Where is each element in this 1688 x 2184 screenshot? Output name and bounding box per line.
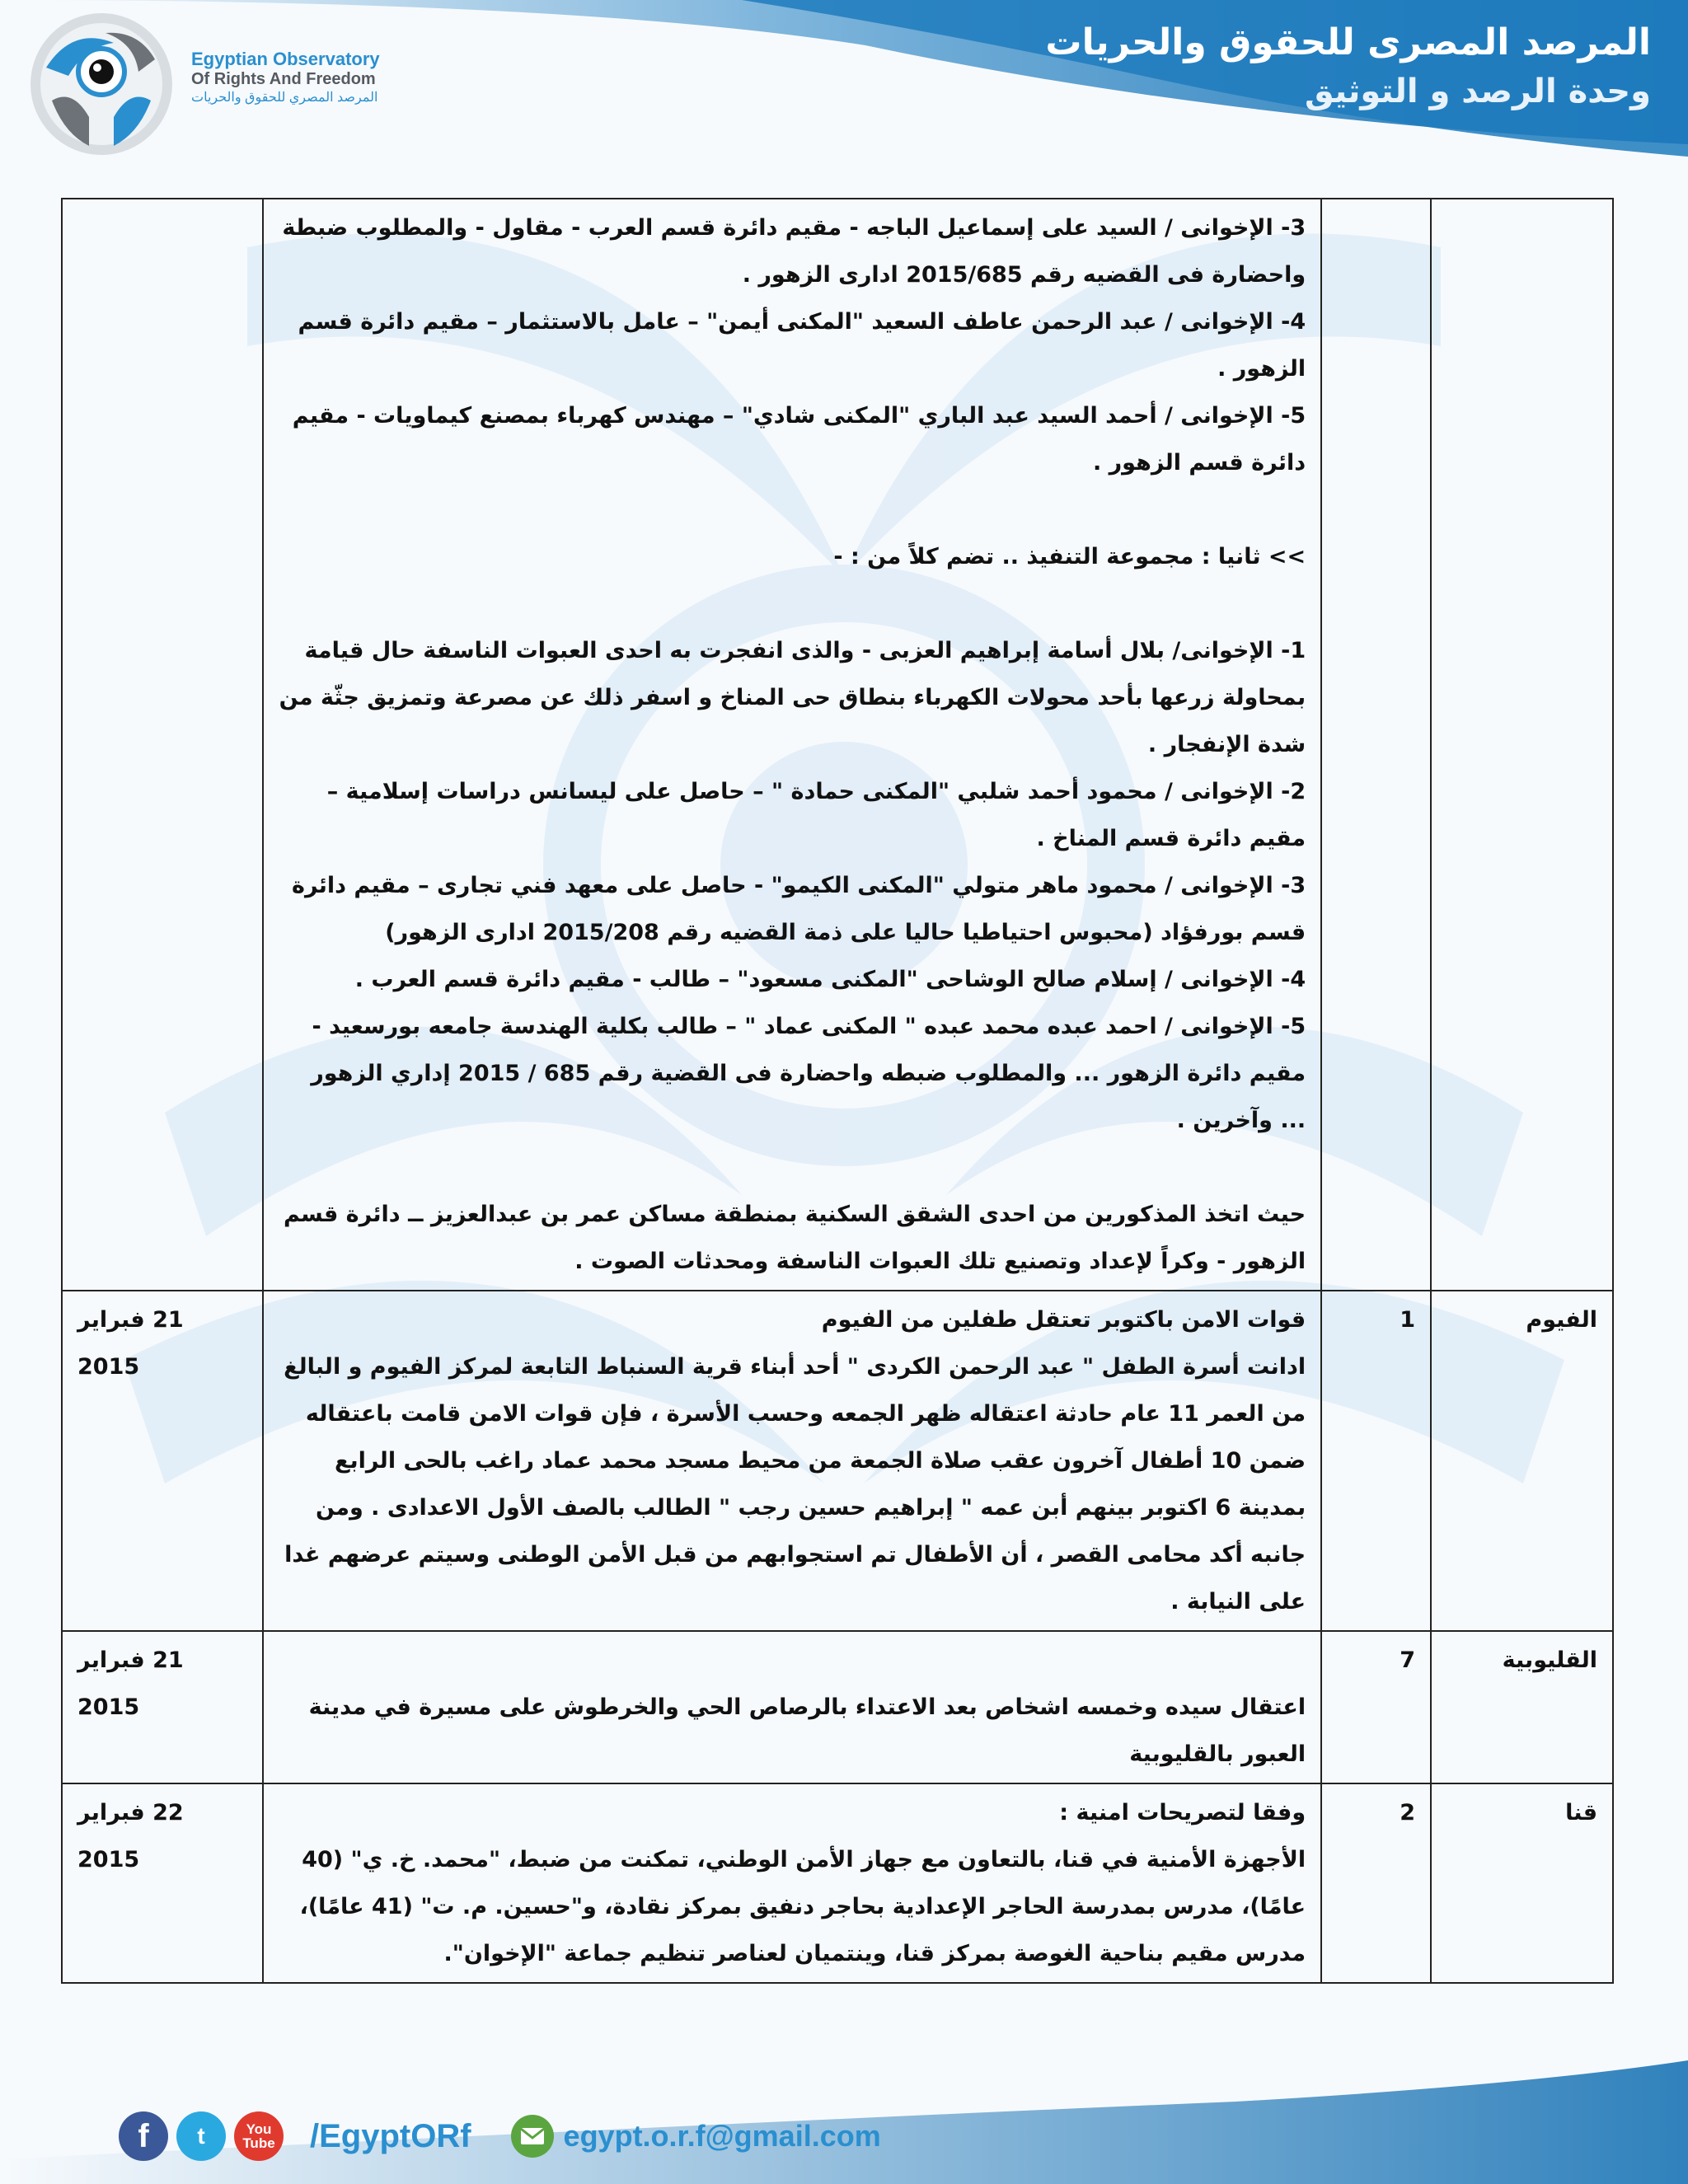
detail-paragraph: 1- الإخوانى/ بلال أسامة إبراهيم العزبى - والذى انفجرت به احدى العبوات الناسفة حال قيامة بمحاولة زرعها بأحد محولات الكهرباء بنطاق حى المناخ و اسفر ذلك عن مصرعة وتمزيق جثّة من شدة الإنفجار . [279, 638, 1306, 757]
detail-paragraph: 5- الإخوانى / أحمد السيد عبد الباري "المكنى شادي" – مهندس كهرباء بمصنع كيماويات - مقيم دائرة قسم الزهور . [292, 403, 1306, 476]
detail-paragraph: 5- الإخوانى / احمد عبده محمد عبده " المكنى عماد " – طالب بكلية الهندسة جامعه بورسعيد - مقيم دائرة الزهور ... والمطلوب ضبطه واحضارة فى القضية رقم 685 / 2015 إداري الزهور ... وآخرين . [311, 1014, 1306, 1133]
organization-title: المرصد المصرى للحقوق والحريات [1045, 21, 1651, 63]
detail-paragraph: الأجهزة الأمنية في قنا، بالتعاون مع جهاز الأمن الوطني، تمكنت من ضبط، "محمد. خ. ي" (40 عامًا)، مدرس بمدرسة الحاجر الإعدادية بحاجر دنفيق بمركز نقادة، و"حسين. م. ت" (41 عامًا)، مدرس مقيم بناحية الغوصة بمركز قنا، وينتميان لعناصر تنظيم جماعة "الإخوان". [299, 1847, 1306, 1966]
social-handle-link[interactable]: /EgyptORf [310, 2117, 471, 2154]
detail-paragraph: ادانت أسرة الطفل " عبد الرحمن الكردى " أحد أبناء قرية السنباط التابعة لمركز الفيوم و البالغ من العمر 11 عام حادثة اعتقاله ظهر الجمعه وحسب الأسرة ، فإن قوات الامن قامت باعتقاله ضمن 10 أطفال آخرون عقب صلاة الجمعة من محيط مسجد محمد عماد راغب بالحى الرابع بمدينة 6 اكتوبر بينهم أبن عمه " إبراهيم حسين رجب " الطالب بالصف الأول الاعدادى . ومن جانبه أكد محامى القصر ، أن الأطفال تم استجوابهم من قبل الأمن الوطنى وسيتم عرضهم غدا على النيابة . [284, 1354, 1306, 1615]
twitter-icon[interactable]: t [176, 2111, 226, 2161]
date-cell: 21 فبراير 2015 [62, 1291, 263, 1631]
logo-english-line1: Egyptian Observatory [191, 49, 380, 69]
detail-paragraph: اعتقال سيده وخمسه اشخاص بعد الاعتداء بالرصاص الحي والخرطوش على مسيرة في مدينة العبور بالقليوبية [308, 1694, 1306, 1767]
email-icon [511, 2115, 554, 2158]
logo-english-line2: Of Rights And Freedom [191, 70, 376, 88]
details-cell [263, 1631, 1321, 1783]
detail-paragraph [279, 1637, 1306, 1684]
date-cell: 22 فبراير 2015 [62, 1783, 263, 1983]
date-cell [62, 199, 263, 1291]
detail-paragraph: قوات الامن باكتوبر تعتقل طفلين من الفيوم [821, 1307, 1306, 1333]
details-cell [263, 199, 1321, 1291]
governorate-cell: القليوبية [1431, 1631, 1613, 1783]
details-cell [263, 1291, 1321, 1631]
detail-paragraph: 2- الإخوانى / محمود أحمد شلبي "المكنى حمادة " – حاصل على ليسانس دراسات إسلامية – مقيم دائرة قسم المناخ . [326, 779, 1306, 851]
detail-paragraph: 3- الإخوانى / السيد على إسماعيل الباجه - مقيم دائرة قسم العرب - مقاول - والمطلوب ضبطة واحضارة فى القضيه رقم 2015/685 ادارى الزهور . [282, 215, 1306, 288]
detail-paragraph: >> ثانيا : مجموعة التنفيذ .. تضم كلاً من : - [833, 544, 1306, 569]
organization-unit: وحدة الرصد و التوثيق [1305, 73, 1651, 110]
observatory-logo [23, 10, 180, 158]
count-cell: 2 [1321, 1783, 1431, 1983]
details-cell [263, 1783, 1321, 1983]
date-cell: 21 فبراير 2015 [62, 1631, 263, 1783]
governorate-cell: الفيوم [1431, 1291, 1613, 1631]
facebook-icon[interactable]: f [119, 2111, 168, 2161]
detail-paragraph [279, 486, 1306, 533]
detail-paragraph: 3- الإخوانى / محمود ماهر متولي "المكنى الكيمو" - حاصل على معهد فني تجارى – مقيم دائرة قسم بورفؤاد (محبوس احتياطيا حاليا على ذمة القضيه رقم 2015/208 ادارى الزهور) [292, 873, 1306, 945]
detail-paragraph [279, 1144, 1306, 1191]
detail-paragraph: 4- الإخوانى / إسلام صالح الوشاحى "المكنى مسعود" – طالب - مقيم دائرة قسم العرب . [354, 967, 1306, 992]
count-cell: 1 [1321, 1291, 1431, 1631]
detail-paragraph: وفقا لتصريحات امنية : [1059, 1800, 1306, 1825]
count-cell: 7 [1321, 1631, 1431, 1783]
count-cell [1321, 199, 1431, 1291]
table-row [62, 1783, 1613, 1983]
logo-arabic-name: المرصد المصري للحقوق والحريات [191, 91, 378, 105]
email-link[interactable]: egypt.o.r.f@gmail.com [563, 2119, 881, 2153]
youtube-icon[interactable]: You Tube [234, 2111, 284, 2161]
detail-paragraph [279, 580, 1306, 627]
incidents-table [61, 198, 1614, 1984]
detail-paragraph: حيث اتخذ المذكورين من احدى الشقق السكنية بمنطقة مساكن عمر بن عبدالعزيز ــ دائرة قسم الزهور - وكراً لإعداد وتصنيع تلك العبوات الناسفة ومحدثات الصوت . [283, 1202, 1306, 1274]
detail-paragraph: 4- الإخوانى / عبد الرحمن عاطف السعيد "المكنى أيمن" – عامل بالاستثمار – مقيم دائرة قسم الزهور . [298, 309, 1306, 382]
governorate-cell: قنا [1431, 1783, 1613, 1983]
table-row [62, 199, 1613, 1291]
table-row [62, 1631, 1613, 1783]
footer-contacts [119, 2110, 881, 2163]
table-row [62, 1291, 1613, 1631]
governorate-cell [1431, 199, 1613, 1291]
